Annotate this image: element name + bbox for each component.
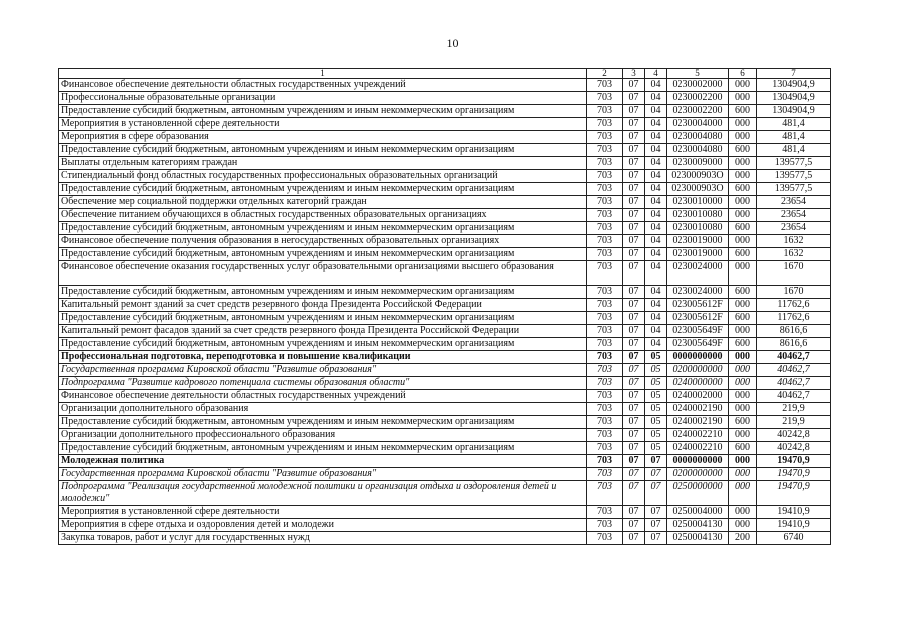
section-cell: 07 xyxy=(623,455,645,468)
name-cell: Стипендиальный фонд областных государственных профессиональных образовательных организаций xyxy=(59,170,587,183)
target-article-cell: 0250004000 xyxy=(667,506,729,519)
ministry-code-cell: 703 xyxy=(587,235,623,248)
amount-cell: 481,4 xyxy=(757,131,831,144)
expense-type-cell: 600 xyxy=(729,248,757,261)
target-article-cell: 0230024000 xyxy=(667,286,729,299)
table-row xyxy=(59,261,831,286)
expense-type-cell: 000 xyxy=(729,196,757,209)
expense-type-cell: 600 xyxy=(729,105,757,118)
expense-type-cell: 000 xyxy=(729,403,757,416)
ministry-code-cell: 703 xyxy=(587,131,623,144)
amount-cell: 1632 xyxy=(757,248,831,261)
target-article-cell: 0240002190 xyxy=(667,416,729,429)
subsection-cell: 04 xyxy=(645,235,667,248)
ministry-code-cell: 703 xyxy=(587,351,623,364)
header-cell: 1 xyxy=(59,69,587,79)
section-cell: 07 xyxy=(623,105,645,118)
table-row xyxy=(59,299,831,312)
target-article-cell: 0250004130 xyxy=(667,532,729,545)
section-cell: 07 xyxy=(623,416,645,429)
budget-table xyxy=(58,68,831,545)
expense-type-cell: 200 xyxy=(729,532,757,545)
target-article-cell: 0240000000 xyxy=(667,377,729,390)
section-cell: 07 xyxy=(623,196,645,209)
target-article-cell: 0000000000 xyxy=(667,455,729,468)
table-row xyxy=(59,157,831,170)
target-article-cell: 0230002000 xyxy=(667,79,729,92)
amount-cell: 19410,9 xyxy=(757,519,831,532)
header-cell: 4 xyxy=(645,69,667,79)
section-cell: 07 xyxy=(623,506,645,519)
ministry-code-cell: 703 xyxy=(587,196,623,209)
expense-type-cell: 000 xyxy=(729,170,757,183)
section-cell: 07 xyxy=(623,351,645,364)
expense-type-cell: 000 xyxy=(729,299,757,312)
subsection-cell: 07 xyxy=(645,506,667,519)
amount-cell: 19410,9 xyxy=(757,506,831,519)
subsection-cell: 05 xyxy=(645,390,667,403)
subsection-cell: 04 xyxy=(645,209,667,222)
subsection-cell: 05 xyxy=(645,429,667,442)
name-cell: Профессиональная подготовка, переподготовка и повышение квалификации xyxy=(59,351,587,364)
table-row xyxy=(59,481,831,506)
target-article-cell: 0250004130 xyxy=(667,519,729,532)
amount-cell: 23654 xyxy=(757,222,831,235)
header-cell: 3 xyxy=(623,69,645,79)
target-article-cell: 0240002210 xyxy=(667,429,729,442)
section-cell: 07 xyxy=(623,364,645,377)
table-row xyxy=(59,416,831,429)
table-row xyxy=(59,79,831,92)
target-article-cell: 0230019000 xyxy=(667,248,729,261)
subsection-cell: 07 xyxy=(645,455,667,468)
section-cell: 07 xyxy=(623,157,645,170)
section-cell: 07 xyxy=(623,92,645,105)
amount-cell: 11762,6 xyxy=(757,312,831,325)
target-article-cell: 0230004080 xyxy=(667,144,729,157)
ministry-code-cell: 703 xyxy=(587,118,623,131)
table-row xyxy=(59,196,831,209)
section-cell: 07 xyxy=(623,209,645,222)
table-row xyxy=(59,105,831,118)
section-cell: 07 xyxy=(623,235,645,248)
name-cell: Обеспечение питанием обучающихся в областных государственных образовательных организациях xyxy=(59,209,587,222)
subsection-cell: 05 xyxy=(645,416,667,429)
section-cell: 07 xyxy=(623,532,645,545)
table-row xyxy=(59,286,831,299)
subsection-cell: 04 xyxy=(645,196,667,209)
ministry-code-cell: 703 xyxy=(587,144,623,157)
expense-type-cell: 000 xyxy=(729,377,757,390)
subsection-cell: 04 xyxy=(645,248,667,261)
expense-type-cell: 000 xyxy=(729,131,757,144)
name-cell: Предоставление субсидий бюджетным, автономным учреждениям и иным некоммерческим организациям xyxy=(59,144,587,157)
expense-type-cell: 000 xyxy=(729,351,757,364)
name-cell: Предоставление субсидий бюджетным, автономным учреждениям и иным некоммерческим организациям xyxy=(59,183,587,196)
table-row xyxy=(59,468,831,481)
ministry-code-cell: 703 xyxy=(587,519,623,532)
name-cell: Предоставление субсидий бюджетным, автономным учреждениям и иным некоммерческим организациям xyxy=(59,338,587,351)
target-article-cell: 0200000000 xyxy=(667,364,729,377)
section-cell: 07 xyxy=(623,299,645,312)
name-cell: Обеспечение мер социальной поддержки отдельных категорий граждан xyxy=(59,196,587,209)
subsection-cell: 05 xyxy=(645,377,667,390)
expense-type-cell: 600 xyxy=(729,222,757,235)
table-row xyxy=(59,131,831,144)
ministry-code-cell: 703 xyxy=(587,468,623,481)
amount-cell: 139577,5 xyxy=(757,170,831,183)
name-cell: Выплаты отдельным категориям граждан xyxy=(59,157,587,170)
name-cell: Государственная программа Кировской области "Развитие образования" xyxy=(59,468,587,481)
table-row xyxy=(59,506,831,519)
amount-cell: 19470,9 xyxy=(757,455,831,468)
amount-cell: 19470,9 xyxy=(757,481,831,506)
subsection-cell: 05 xyxy=(645,442,667,455)
table-row xyxy=(59,118,831,131)
section-cell: 07 xyxy=(623,183,645,196)
table-row xyxy=(59,183,831,196)
table-row xyxy=(59,92,831,105)
ministry-code-cell: 703 xyxy=(587,455,623,468)
table-row xyxy=(59,170,831,183)
table-row xyxy=(59,442,831,455)
subsection-cell: 04 xyxy=(645,299,667,312)
subsection-cell: 04 xyxy=(645,170,667,183)
subsection-cell: 04 xyxy=(645,118,667,131)
expense-type-cell: 000 xyxy=(729,261,757,286)
name-cell: Государственная программа Кировской области "Развитие образования" xyxy=(59,364,587,377)
ministry-code-cell: 703 xyxy=(587,261,623,286)
amount-cell: 1304904,9 xyxy=(757,79,831,92)
amount-cell: 481,4 xyxy=(757,144,831,157)
amount-cell: 19470,9 xyxy=(757,468,831,481)
section-cell: 07 xyxy=(623,131,645,144)
expense-type-cell: 000 xyxy=(729,519,757,532)
target-article-cell: 0230009000 xyxy=(667,157,729,170)
name-cell: Закупка товаров, работ и услуг для государственных нужд xyxy=(59,532,587,545)
ministry-code-cell: 703 xyxy=(587,442,623,455)
amount-cell: 8616,6 xyxy=(757,338,831,351)
name-cell: Молодежная политика xyxy=(59,455,587,468)
target-article-cell: 0230010080 xyxy=(667,209,729,222)
target-article-cell: 023005649F xyxy=(667,338,729,351)
name-cell: Финансовое обеспечение деятельности областных государственных учреждений xyxy=(59,79,587,92)
ministry-code-cell: 703 xyxy=(587,248,623,261)
ministry-code-cell: 703 xyxy=(587,312,623,325)
subsection-cell: 04 xyxy=(645,222,667,235)
target-article-cell: 0230024000 xyxy=(667,261,729,286)
name-cell: Мероприятия в установленной сфере деятельности xyxy=(59,506,587,519)
ministry-code-cell: 703 xyxy=(587,92,623,105)
name-cell: Предоставление субсидий бюджетным, автономным учреждениям и иным некоммерческим организациям xyxy=(59,312,587,325)
name-cell: Предоставление субсидий бюджетным, автономным учреждениям и иным некоммерческим организациям xyxy=(59,286,587,299)
name-cell: Предоставление субсидий бюджетным, автономным учреждениям и иным некоммерческим организациям xyxy=(59,248,587,261)
amount-cell: 11762,6 xyxy=(757,299,831,312)
table-row xyxy=(59,519,831,532)
expense-type-cell: 000 xyxy=(729,506,757,519)
target-article-cell: 023005612F xyxy=(667,312,729,325)
subsection-cell: 07 xyxy=(645,532,667,545)
subsection-cell: 04 xyxy=(645,79,667,92)
name-cell: Капитальный ремонт фасадов зданий за счет средств резервного фонда Президента Российской Федерации xyxy=(59,325,587,338)
name-cell: Финансовое обеспечение деятельности областных государственных учреждений xyxy=(59,390,587,403)
amount-cell: 139577,5 xyxy=(757,157,831,170)
subsection-cell: 04 xyxy=(645,157,667,170)
section-cell: 07 xyxy=(623,248,645,261)
ministry-code-cell: 703 xyxy=(587,390,623,403)
amount-cell: 219,9 xyxy=(757,403,831,416)
expense-type-cell: 000 xyxy=(729,455,757,468)
target-article-cell: 0240002000 xyxy=(667,390,729,403)
section-cell: 07 xyxy=(623,79,645,92)
ministry-code-cell: 703 xyxy=(587,286,623,299)
table-row xyxy=(59,351,831,364)
expense-type-cell: 600 xyxy=(729,442,757,455)
name-cell: Профессиональные образовательные организации xyxy=(59,92,587,105)
ministry-code-cell: 703 xyxy=(587,532,623,545)
table-row xyxy=(59,312,831,325)
amount-cell: 40462,7 xyxy=(757,351,831,364)
name-cell: Предоставление субсидий бюджетным, автономным учреждениям и иным некоммерческим организациям xyxy=(59,416,587,429)
target-article-cell: 0230002200 xyxy=(667,105,729,118)
section-cell: 07 xyxy=(623,519,645,532)
section-cell: 07 xyxy=(623,338,645,351)
target-article-cell: 0240002190 xyxy=(667,403,729,416)
subsection-cell: 05 xyxy=(645,364,667,377)
name-cell: Организации дополнительного образования xyxy=(59,403,587,416)
subsection-cell: 04 xyxy=(645,183,667,196)
amount-cell: 40462,7 xyxy=(757,377,831,390)
ministry-code-cell: 703 xyxy=(587,222,623,235)
section-cell: 07 xyxy=(623,222,645,235)
amount-cell: 23654 xyxy=(757,209,831,222)
section-cell: 07 xyxy=(623,468,645,481)
name-cell: Мероприятия в сфере отдыха и оздоровления детей и молодежи xyxy=(59,519,587,532)
section-cell: 07 xyxy=(623,429,645,442)
expense-type-cell: 600 xyxy=(729,286,757,299)
subsection-cell: 07 xyxy=(645,468,667,481)
header-cell: 7 xyxy=(757,69,831,79)
amount-cell: 1670 xyxy=(757,286,831,299)
name-cell: Подпрограмма "Реализация государственной молодежной политики и организация отдыха и оздоровления детей и молодежи" xyxy=(59,481,587,506)
name-cell: Мероприятия в сфере образования xyxy=(59,131,587,144)
table-row xyxy=(59,144,831,157)
expense-type-cell: 000 xyxy=(729,79,757,92)
table-row xyxy=(59,455,831,468)
section-cell: 07 xyxy=(623,390,645,403)
name-cell: Предоставление субсидий бюджетным, автономным учреждениям и иным некоммерческим организациям xyxy=(59,105,587,118)
header-cell: 5 xyxy=(667,69,729,79)
expense-type-cell: 600 xyxy=(729,183,757,196)
amount-cell: 1304904,9 xyxy=(757,92,831,105)
section-cell: 07 xyxy=(623,403,645,416)
name-cell: Финансовое обеспечение оказания государственных услуг образовательными организациями высшего образования xyxy=(59,261,587,286)
ministry-code-cell: 703 xyxy=(587,299,623,312)
name-cell: Мероприятия в установленной сфере деятельности xyxy=(59,118,587,131)
ministry-code-cell: 703 xyxy=(587,338,623,351)
expense-type-cell: 600 xyxy=(729,338,757,351)
subsection-cell: 04 xyxy=(645,131,667,144)
target-article-cell: 0230004000 xyxy=(667,118,729,131)
section-cell: 07 xyxy=(623,170,645,183)
section-cell: 07 xyxy=(623,481,645,506)
expense-type-cell: 000 xyxy=(729,235,757,248)
table-row xyxy=(59,235,831,248)
subsection-cell: 04 xyxy=(645,261,667,286)
subsection-cell: 05 xyxy=(645,403,667,416)
expense-type-cell: 000 xyxy=(729,92,757,105)
amount-cell: 40462,7 xyxy=(757,364,831,377)
ministry-code-cell: 703 xyxy=(587,209,623,222)
subsection-cell: 07 xyxy=(645,481,667,506)
target-article-cell: 023000903O xyxy=(667,183,729,196)
subsection-cell: 04 xyxy=(645,144,667,157)
ministry-code-cell: 703 xyxy=(587,79,623,92)
amount-cell: 40242,8 xyxy=(757,429,831,442)
ministry-code-cell: 703 xyxy=(587,416,623,429)
expense-type-cell: 600 xyxy=(729,144,757,157)
expense-type-cell: 000 xyxy=(729,118,757,131)
section-cell: 07 xyxy=(623,286,645,299)
name-cell: Организации дополнительного профессионального образования xyxy=(59,429,587,442)
expense-type-cell: 000 xyxy=(729,429,757,442)
target-article-cell: 0230010000 xyxy=(667,196,729,209)
target-article-cell: 023005612F xyxy=(667,299,729,312)
expense-type-cell: 600 xyxy=(729,312,757,325)
header-row xyxy=(59,69,831,79)
subsection-cell: 04 xyxy=(645,92,667,105)
table-row xyxy=(59,338,831,351)
ministry-code-cell: 703 xyxy=(587,377,623,390)
subsection-cell: 04 xyxy=(645,325,667,338)
name-cell: Предоставление субсидий бюджетным, автономным учреждениям и иным некоммерческим организациям xyxy=(59,442,587,455)
expense-type-cell: 000 xyxy=(729,364,757,377)
table-row xyxy=(59,222,831,235)
expense-type-cell: 000 xyxy=(729,157,757,170)
subsection-cell: 05 xyxy=(645,351,667,364)
expense-type-cell: 000 xyxy=(729,390,757,403)
section-cell: 07 xyxy=(623,118,645,131)
target-article-cell: 0200000000 xyxy=(667,468,729,481)
amount-cell: 8616,6 xyxy=(757,325,831,338)
section-cell: 07 xyxy=(623,377,645,390)
name-cell: Предоставление субсидий бюджетным, автономным учреждениям и иным некоммерческим организациям xyxy=(59,222,587,235)
target-article-cell: 0230004080 xyxy=(667,131,729,144)
target-article-cell: 023005649F xyxy=(667,325,729,338)
section-cell: 07 xyxy=(623,442,645,455)
target-article-cell: 0230002200 xyxy=(667,92,729,105)
ministry-code-cell: 703 xyxy=(587,429,623,442)
target-article-cell: 0230019000 xyxy=(667,235,729,248)
target-article-cell: 0230010080 xyxy=(667,222,729,235)
amount-cell: 40242,8 xyxy=(757,442,831,455)
subsection-cell: 07 xyxy=(645,519,667,532)
subsection-cell: 04 xyxy=(645,105,667,118)
amount-cell: 1632 xyxy=(757,235,831,248)
ministry-code-cell: 703 xyxy=(587,403,623,416)
name-cell: Подпрограмма "Развитие кадрового потенциала системы образования области" xyxy=(59,377,587,390)
section-cell: 07 xyxy=(623,312,645,325)
amount-cell: 1304904,9 xyxy=(757,105,831,118)
amount-cell: 139577,5 xyxy=(757,183,831,196)
name-cell: Капитальный ремонт зданий за счет средств резервного фонда Президента Российской Федерации xyxy=(59,299,587,312)
target-article-cell: 023000903O xyxy=(667,170,729,183)
expense-type-cell: 000 xyxy=(729,209,757,222)
target-article-cell: 0000000000 xyxy=(667,351,729,364)
expense-type-cell: 000 xyxy=(729,325,757,338)
ministry-code-cell: 703 xyxy=(587,183,623,196)
subsection-cell: 04 xyxy=(645,338,667,351)
section-cell: 07 xyxy=(623,325,645,338)
amount-cell: 219,9 xyxy=(757,416,831,429)
amount-cell: 481,4 xyxy=(757,118,831,131)
name-cell: Финансовое обеспечение получения образования в негосударственных образовательных организациях xyxy=(59,235,587,248)
target-article-cell: 0240002210 xyxy=(667,442,729,455)
header-cell: 2 xyxy=(587,69,623,79)
table-row xyxy=(59,209,831,222)
table-row xyxy=(59,377,831,390)
subsection-cell: 04 xyxy=(645,312,667,325)
table-row xyxy=(59,248,831,261)
amount-cell: 6740 xyxy=(757,532,831,545)
header-cell: 6 xyxy=(729,69,757,79)
ministry-code-cell: 703 xyxy=(587,364,623,377)
ministry-code-cell: 703 xyxy=(587,170,623,183)
ministry-code-cell: 703 xyxy=(587,506,623,519)
section-cell: 07 xyxy=(623,144,645,157)
page-number: 10 xyxy=(446,36,459,50)
table-row xyxy=(59,429,831,442)
section-cell: 07 xyxy=(623,261,645,286)
table-row xyxy=(59,364,831,377)
ministry-code-cell: 703 xyxy=(587,481,623,506)
ministry-code-cell: 703 xyxy=(587,325,623,338)
ministry-code-cell: 703 xyxy=(587,105,623,118)
amount-cell: 23654 xyxy=(757,196,831,209)
amount-cell: 1670 xyxy=(757,261,831,286)
amount-cell: 40462,7 xyxy=(757,390,831,403)
table-row xyxy=(59,390,831,403)
table-row xyxy=(59,403,831,416)
table-row xyxy=(59,532,831,545)
target-article-cell: 0250000000 xyxy=(667,481,729,506)
expense-type-cell: 000 xyxy=(729,481,757,506)
table-row xyxy=(59,325,831,338)
expense-type-cell: 000 xyxy=(729,468,757,481)
ministry-code-cell: 703 xyxy=(587,157,623,170)
subsection-cell: 04 xyxy=(645,286,667,299)
expense-type-cell: 600 xyxy=(729,416,757,429)
